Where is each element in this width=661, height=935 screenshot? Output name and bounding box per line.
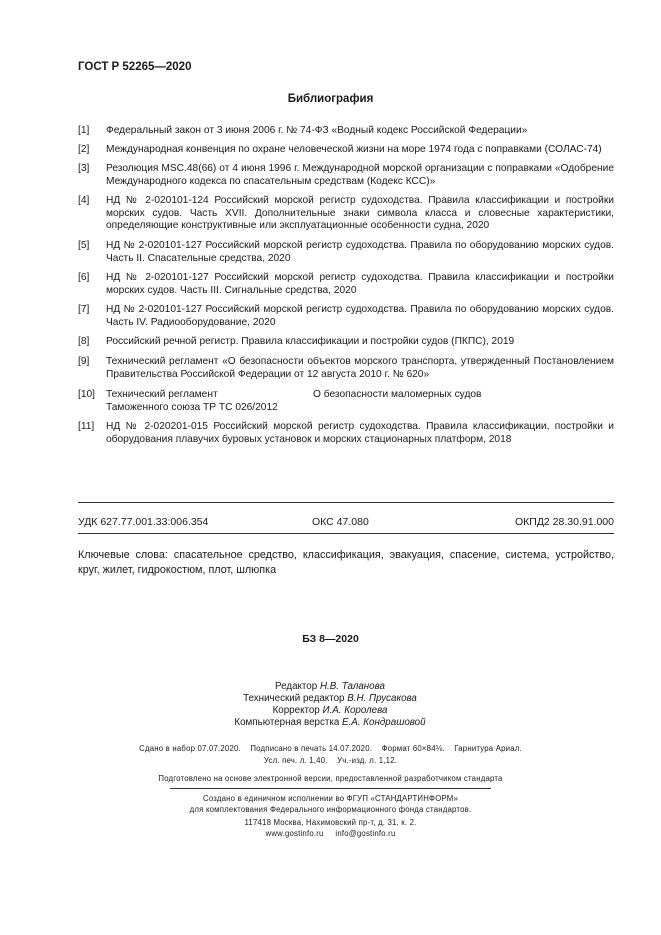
bibliography-item — [78, 195, 614, 233]
bibliography-item — [78, 336, 614, 349]
imprint-contacts: www.gostinfo.ru info@gostinfo.ru — [265, 829, 396, 838]
bibliography-item — [78, 125, 614, 138]
item-text: Федеральный закон от 3 июня 2006 г. № 74-ФЗ «Водный кодекс Российской Федерации» — [106, 125, 528, 136]
item-text: НД № 2-020201-015 Российский морской регистр судоходства. Правила классификации, постройки и оборудования плавучих буровых установок и морских стационарных платформ, 2018 — [106, 421, 614, 445]
item-text: НД № 2-020101-127 Российский морской регистр судоходства. Правила по оборудованию морских судов. Часть II. Спасательные средства, 2020 — [106, 240, 614, 264]
item-text-col1 — [106, 389, 278, 414]
item-number: [11] — [78, 421, 95, 432]
bibliography-item — [78, 163, 614, 188]
bz-code: БЗ 8—2020 — [302, 633, 359, 645]
imprint-address: 117418 Москва, Нахимовский пр-т, д. 31, к. 2. — [244, 818, 417, 827]
item-number: [7] — [78, 304, 90, 315]
item-text: Международная конвенция по охране человеческой жизни на море 1974 года с поправками (СОЛАС-74) — [106, 144, 602, 155]
item-number: [1] — [78, 125, 90, 136]
item-text-col2: О безопасности маломерных судов — [313, 389, 482, 400]
bibliography-item — [78, 421, 614, 446]
item-text-line: Таможенного союза ТР ТС 026/2012 — [106, 401, 278, 413]
item-number: [2] — [78, 144, 90, 155]
item-number: [6] — [78, 272, 90, 283]
item-number: [9] — [78, 356, 90, 367]
divider — [78, 533, 614, 534]
staff-layout — [200, 717, 460, 729]
bibliography-item — [78, 272, 614, 297]
standard-header: ГОСТ Р 52265—2020 — [78, 61, 192, 73]
item-text: НД № 2-020101-127 Российский морской регистр судоходства. Правила по оборудованию морских судов. Часть IV. Радиооборудование, 2020 — [106, 304, 614, 328]
okpd-code: ОКПД2 28.30.91.000 — [514, 516, 614, 528]
imprint-publisher: Создано в единичном исполнении во ФГУП «СТАНДАРТИНФОРМ» — [203, 794, 458, 803]
item-text: НД № 2-020101-127 Российский морской регистр судоходства. Правила классификации и постройки морских судов. Часть III. Сигнальные средства, 2020 — [106, 272, 614, 296]
item-number: [10] — [78, 389, 95, 400]
bibliography-item — [78, 356, 614, 381]
keywords: Ключевые слова: спасательное средство, классификация, эвакуация, спасение, система, устройство, круг, жилет, гидрокостюм, плот, шлюпка — [78, 549, 614, 576]
item-text: НД № 2-020101-124 Российский морской регистр судоходства. Правила классификации и постройки морских судов. Часть XVII. Дополнительные знаки символа класса и словесные характеристики, определяющие конструктивные или эксплуатационные особенности судна, 2020 — [106, 195, 614, 231]
item-text-line: Технический регламент — [106, 389, 218, 400]
item-number: [5] — [78, 240, 90, 251]
item-text: Резолюция MSC.48(66) от 4 июня 1996 г. Международной морской организации с поправками «Одобрение Международного кодекса по спасательным средствам (Кодекс КСС)» — [106, 163, 614, 187]
bibliography-item — [78, 144, 614, 157]
staff-name: В.Н. Прусакова — [347, 693, 417, 704]
item-number: [4] — [78, 195, 90, 206]
staff-role: Технический редактор — [243, 693, 345, 704]
staff-role: Корректор — [272, 705, 320, 716]
imprint-source-note: Подготовлено на основе электронной версии, предоставленной разработчиком стандарта — [158, 774, 503, 783]
staff-corrector — [200, 705, 460, 717]
imprint-purpose: для комплектования Федерального информационного фонда стандартов. — [189, 805, 472, 814]
imprint-sheets: Усл. печ. л. 1,40. Уч.-изд. л. 1,12. — [263, 756, 398, 765]
bibliography-title: Библиография — [287, 93, 374, 105]
bibliography-item — [78, 240, 614, 265]
divider — [78, 502, 614, 503]
staff-role: Компьютерная верстка — [234, 717, 340, 728]
item-text: Российский речной регистр. Правила классификации и постройки судов (ПКПС), 2019 — [106, 336, 515, 347]
staff-role: Редактор — [275, 681, 318, 692]
imprint-print-info: Сдано в набор 07.07.2020. Подписано в печать 14.07.2020. Формат 60×84⅛. Гарнитура Ариал. — [139, 744, 522, 753]
staff-editor — [200, 681, 460, 693]
staff-tech-editor — [200, 693, 460, 705]
bibliography-item — [78, 389, 614, 414]
bibliography-item — [78, 304, 614, 329]
oks-code: ОКС 47.080 — [312, 516, 369, 528]
item-number: [3] — [78, 163, 90, 174]
imprint-divider — [170, 788, 491, 789]
staff-name: И.А. Королева — [322, 705, 388, 716]
staff-name: Е.А. Кондрашовой — [342, 717, 426, 728]
item-number: [8] — [78, 336, 90, 347]
staff-name: Н.В. Таланова — [319, 681, 385, 692]
udk-code: УДК 627.77.001.33:006.354 — [78, 516, 209, 528]
item-text: Технический регламент «О безопасности объектов морского транспорта, утвержденный Постановлением Правительства Российской Федерации от 12 августа 2010 г. № 620» — [106, 356, 614, 380]
